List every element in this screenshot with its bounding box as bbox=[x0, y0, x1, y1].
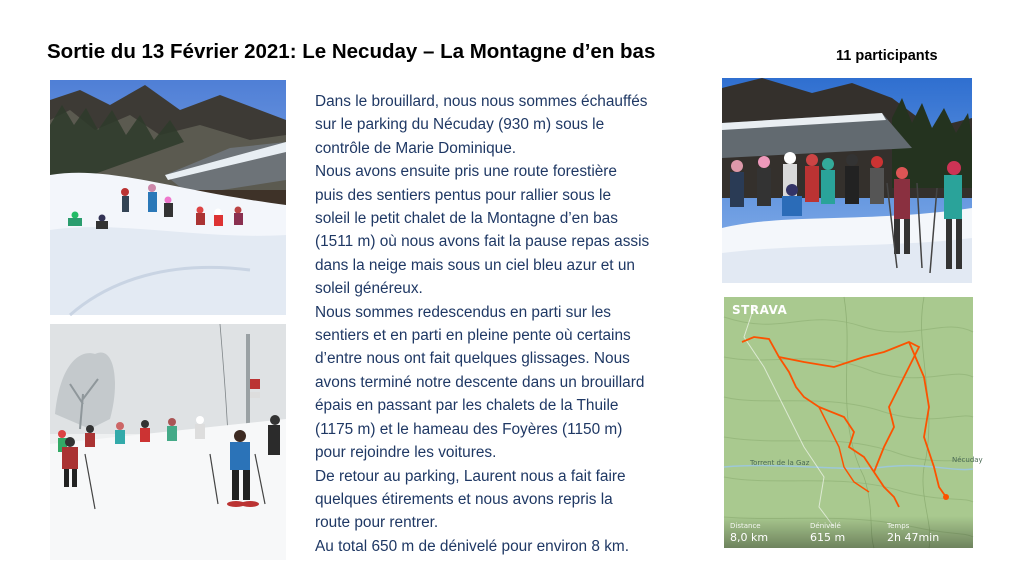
text-line: Nous avons ensuite pris une route forestière bbox=[315, 163, 617, 181]
stat-elevation bbox=[810, 522, 845, 544]
strava-logo: STRAVA bbox=[732, 303, 788, 317]
stat-value: 615 m bbox=[810, 531, 846, 544]
text-line: sur le parking du Nécuday (930 m) sous le bbox=[315, 116, 605, 134]
text-line: Dans le brouillard, nous nous sommes échauffés bbox=[315, 93, 648, 110]
trip-description bbox=[315, 90, 710, 558]
text-line: route pour rentrer. bbox=[315, 514, 439, 532]
stat-distance bbox=[730, 522, 768, 544]
text-line: sentiers et en parti en pleine pente où certains bbox=[315, 327, 631, 345]
participants-count: 11 participants bbox=[836, 48, 938, 64]
text-line: épais en passant par les chalets de la Thuile bbox=[315, 397, 619, 415]
text-line: quelques étirements et nous avons repris la bbox=[315, 490, 613, 508]
text-line: (1511 m) où nous avons fait la pause repas assis bbox=[315, 233, 650, 251]
slide-title: Sortie du 13 Février 2021: Le Necuday – La Montagne d’en bas bbox=[47, 40, 656, 63]
photo-fog-descent bbox=[50, 324, 286, 560]
text-line: d’entre nous ont fait quelques glissages. Nous bbox=[315, 350, 630, 368]
text-line: Au total 650 m de dénivelé pour environ 8 km. bbox=[315, 537, 629, 555]
text-line: puis des sentiers pentus pour rallier sous le bbox=[315, 186, 611, 204]
place-label-necuday: Nécuday bbox=[952, 456, 983, 464]
text-line: Nous sommes redescendus en parti sur les bbox=[315, 303, 611, 321]
photo-lunch-break bbox=[50, 80, 286, 315]
strava-stats-bar bbox=[724, 516, 973, 548]
stat-time bbox=[887, 522, 939, 544]
stat-label: Dénivelé bbox=[810, 522, 841, 530]
text-line: soleil le petit chalet de la Montagne d’en bas bbox=[315, 210, 618, 228]
text-line: pour rejoindre les voitures. bbox=[315, 444, 497, 462]
strava-map bbox=[724, 297, 983, 548]
text-line: dans la neige mais sous un ciel bleu azur et un bbox=[315, 256, 635, 274]
text-line: contrôle de Marie Dominique. bbox=[315, 139, 517, 157]
stat-label: Distance bbox=[730, 522, 761, 530]
text-line: De retour au parking, Laurent nous a fait faire bbox=[315, 467, 626, 485]
photo-group-summit bbox=[722, 78, 972, 283]
stat-value: 8,0 km bbox=[730, 531, 769, 544]
text-line: soleil généreux. bbox=[315, 280, 423, 298]
stat-label: Temps bbox=[887, 522, 910, 530]
text-line: avons terminé notre descente dans un brouillard bbox=[315, 373, 645, 391]
place-label-torrent: Torrent de la Gaz bbox=[750, 459, 810, 467]
stat-value: 2h 47min bbox=[887, 531, 940, 544]
text-line: (1175 m) et le hameau des Foyères (1150 m) bbox=[315, 420, 623, 438]
